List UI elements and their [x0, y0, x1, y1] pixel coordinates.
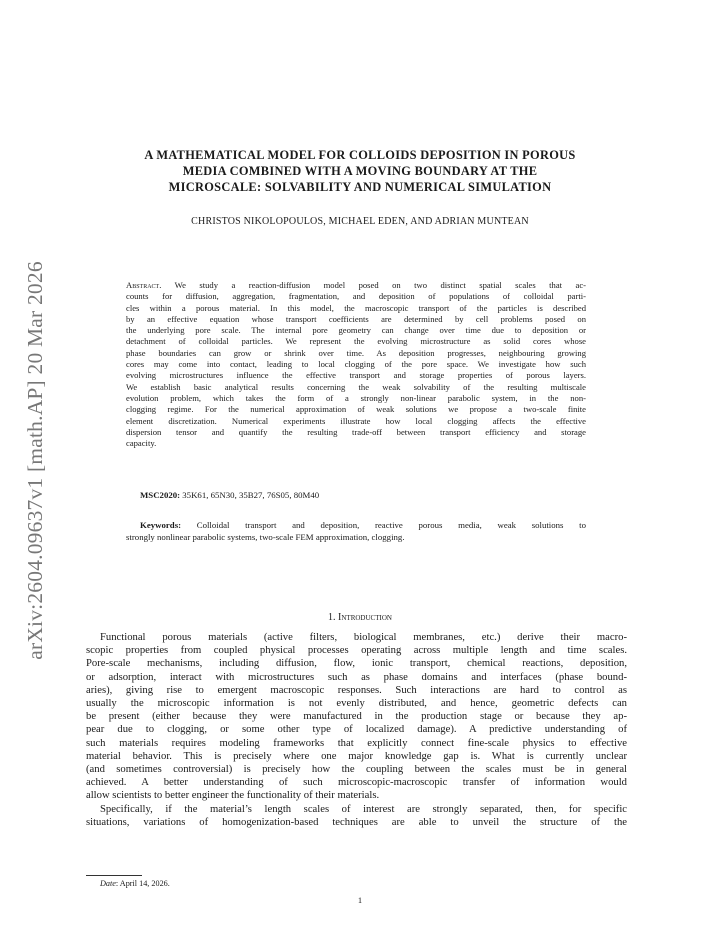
body-line: achieved. A better understanding of such microscopic-macroscopic transfer of information would: [86, 777, 627, 789]
footnote: [100, 879, 170, 888]
body-line: be present (either because they were manufactured in the production stage or because they ap-: [86, 711, 627, 723]
title-line: MEDIA COMBINED WITH A MOVING BOUNDARY AT THE: [182, 164, 538, 178]
section-number: 1.: [328, 612, 336, 623]
keywords-label: Keywords:: [140, 520, 182, 530]
paper-title: [90, 147, 630, 195]
abstract-line: capacity.: [126, 438, 157, 449]
keywords: [126, 519, 586, 543]
body-line: such materials requires modeling frameworks that explicitly connect fine-scale physics to effective: [86, 737, 627, 749]
body-line: (and sometimes controversial) is precisely how the coupling between the scales must be in general: [86, 764, 627, 776]
abstract-line: cles within a porous material. In this model, the macroscopic transport of the particles is described: [126, 302, 586, 313]
title-line: MICROSCALE: SOLVABILITY AND NUMERICAL SIMULATION: [168, 180, 552, 194]
body-line: situations, variations of homogenization-based techniques are able to unveil the structure of the: [86, 816, 627, 828]
abstract: [126, 280, 586, 449]
abstract-line: by an effective equation whose transport coefficients are determined by cell problems posed on: [126, 313, 586, 324]
arxiv-identifier: [22, 240, 48, 680]
footnote-label: Date: [100, 879, 116, 888]
abstract-line: the underlying pore scale. The internal pore geometry can change over time due to deposition or: [126, 325, 586, 336]
abstract-line: counts for diffusion, aggregation, fragmentation, and deposition of populations of colloidal parti-: [126, 291, 586, 302]
arxiv-identifier-text: arXiv:2604.09637v1 [math.AP] 20 Mar 2026: [22, 260, 47, 660]
body-line: Pore-scale mechanisms, including diffusion, flow, ionic transport, chemical reactions, deposition,: [86, 658, 627, 670]
msc-label: MSC2020:: [140, 490, 181, 500]
title-line: A MATHEMATICAL MODEL FOR COLLOIDS DEPOSITION IN POROUS: [144, 148, 576, 162]
body-line: pear due to clogging, or some other type of localized damage). A predictive understanding of: [86, 724, 627, 736]
abstract-line: detachment of colloidal particles. We represent the evolving microstructure as solid cores whose: [126, 336, 586, 347]
abstract-line: clogging regime. For the numerical approximation of weak solutions we propose a two-scale finite: [126, 404, 586, 415]
keywords-text: strongly nonlinear parabolic systems, two-scale FEM approximation, clogging.: [126, 532, 405, 542]
body-line: aries), giving rise to emergent macroscopic responses. Such interactions are hard to control as: [86, 684, 627, 696]
msc-codes: 35K61, 65N30, 35B27, 76S05, 80M40: [180, 490, 320, 500]
footnote-date: : April 14, 2026.: [115, 879, 170, 888]
section-title: Introduction: [338, 612, 392, 623]
body-line: or adsorption, interact with microstructures such as phase domains and interfaces (phase bound-: [86, 671, 627, 683]
abstract-heading: Abstract.: [126, 280, 162, 290]
body-line: allow scientists to better engineer the functionality of their materials.: [86, 790, 380, 802]
body-line: Specifically, if the material’s length scales of interest are strongly separated, then, for specific: [100, 803, 627, 815]
body-line: material behavior. This is precisely where one major knowledge gap is. What is currently unclear: [86, 750, 627, 762]
section-heading: [90, 612, 630, 623]
abstract-line: Abstract. We study a reaction-diffusion model posed on two distinct spatial scales that ac-: [126, 280, 586, 290]
abstract-line: dispersion tensor and quantify the resulting trade-off between transport efficiency and storage: [126, 426, 586, 437]
author-list: CHRISTOS NIKOLOPOULOS, MICHAEL EDEN, AND ADRIAN MUNTEAN: [191, 216, 529, 227]
footnote-rule: [86, 875, 142, 876]
body-line: scopic properties from coupled physical processes operating across multiple length and time scales.: [86, 645, 627, 657]
body-line: usually the microscopic information is not evenly distributed, and hence, geometric defects can: [86, 698, 627, 710]
abstract-line: cores may come into contact, leading to local clogging of the pore space. We investigate how such: [126, 359, 586, 370]
abstract-line: We establish basic analytical results concerning the weak solvability of the resulting multiscale: [126, 381, 586, 392]
abstract-line: evolving microstructures influence the effective transport and storage properties of porous layers.: [126, 370, 586, 381]
abstract-line: evolution problem, which takes the form of a strongly non-linear parabolic system, in the non-: [126, 392, 586, 403]
abstract-line: phase boundaries can grow or shrink over time. As deposition progresses, neighbouring growing: [126, 347, 586, 358]
page-number: 1: [357, 895, 363, 905]
body-line: Functional porous materials (active filters, biological membranes, etc.) derive their macro-: [100, 632, 627, 643]
abstract-line: element discretization. Numerical experiments illustrate how local clogging affects the effective: [126, 415, 586, 426]
introduction-text: [86, 631, 627, 829]
msc-classification: [140, 490, 319, 500]
keywords-text: Colloidal transport and deposition, reactive porous media, weak solutions to: [181, 520, 586, 530]
